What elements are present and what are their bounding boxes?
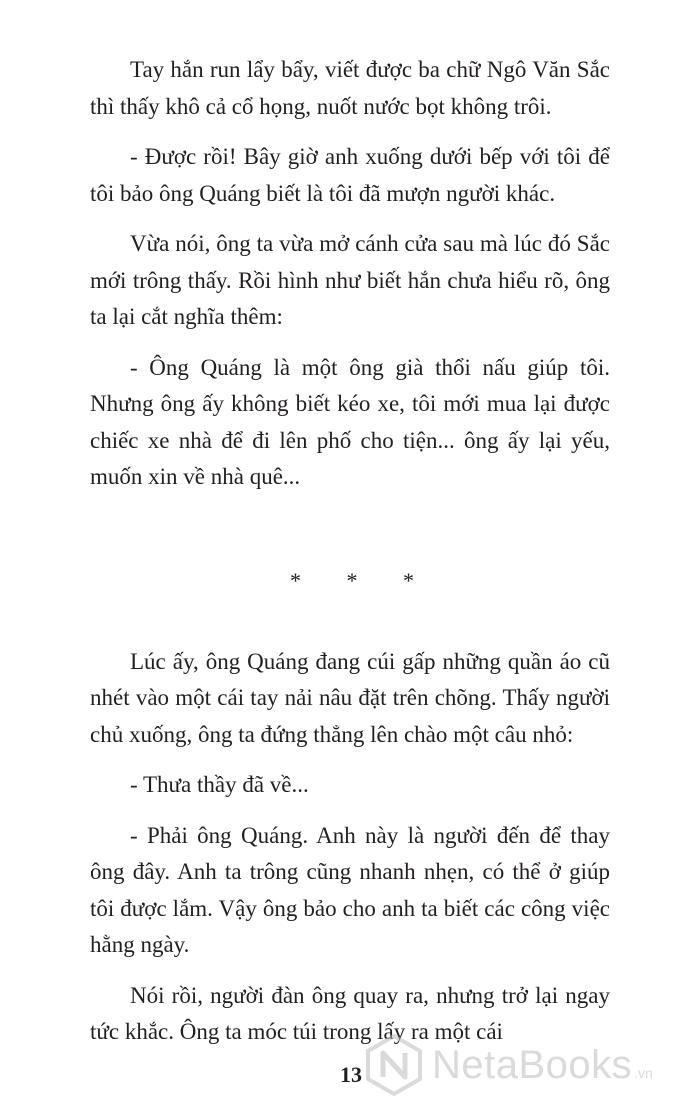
paragraph: - Thưa thầy đã về... [130,772,309,797]
netabooks-logo-icon [362,1033,426,1097]
paragraph: - Ông Quáng là một ông già thổi nấu giúp tôi. Nhưng ông ấy không biết kéo xe, tôi mới mua lại được chiếc xe nhà để đi lên phố cho tiện... ông ấy lại yếu, muốn xin về nhà quê... [90,354,610,489]
paragraph: Nói rồi, người đàn ông quay ra, nhưng trở lại ngay tức khắc. Ông ta móc túi trong lấy ra một cái [90,982,610,1044]
paragraph: Lúc ấy, ông Quáng đang cúi gấp những quần áo cũ nhét vào một cái tay nải nâu đặt trên chõng. Thấy người chủ xuống, ông ta đứng thẳng lên chào một câu nhỏ: [90,648,610,747]
watermark [362,1030,653,1100]
watermark-suffix: .vn [634,1065,653,1081]
paragraph: Vừa nói, ông ta vừa mở cánh cửa sau mà lúc đó Sắc mới trông thấy. Rồi hình như biết hắn chưa hiểu rõ, ông ta lại cắt nghĩa thêm: [90,231,610,329]
paragraph: - Phải ông Quáng. Anh này là người đến để thay ông đây. Anh ta trông cũng nhanh nhẹn, có thể ở giúp tôi được lắm. Vậy ông bảo cho anh ta biết các công việc hằng ngày. [90,822,610,957]
watermark-text: NetaBooks [432,1042,633,1087]
section-separator: * * * [290,567,434,593]
paragraph: - Được rồi! Bây giờ anh xuống dưới bếp với tôi để tôi bảo ông Quáng biết là tôi đã mượn người khác. [90,144,610,206]
page-content [90,52,610,1065]
paragraph: Tay hắn run lẩy bẩy, viết được ba chữ Ngô Văn Sắc thì thấy khô cả cổ họng, nuốt nước bọt không trôi. [90,57,610,119]
page-number: 13 [340,1062,362,1087]
